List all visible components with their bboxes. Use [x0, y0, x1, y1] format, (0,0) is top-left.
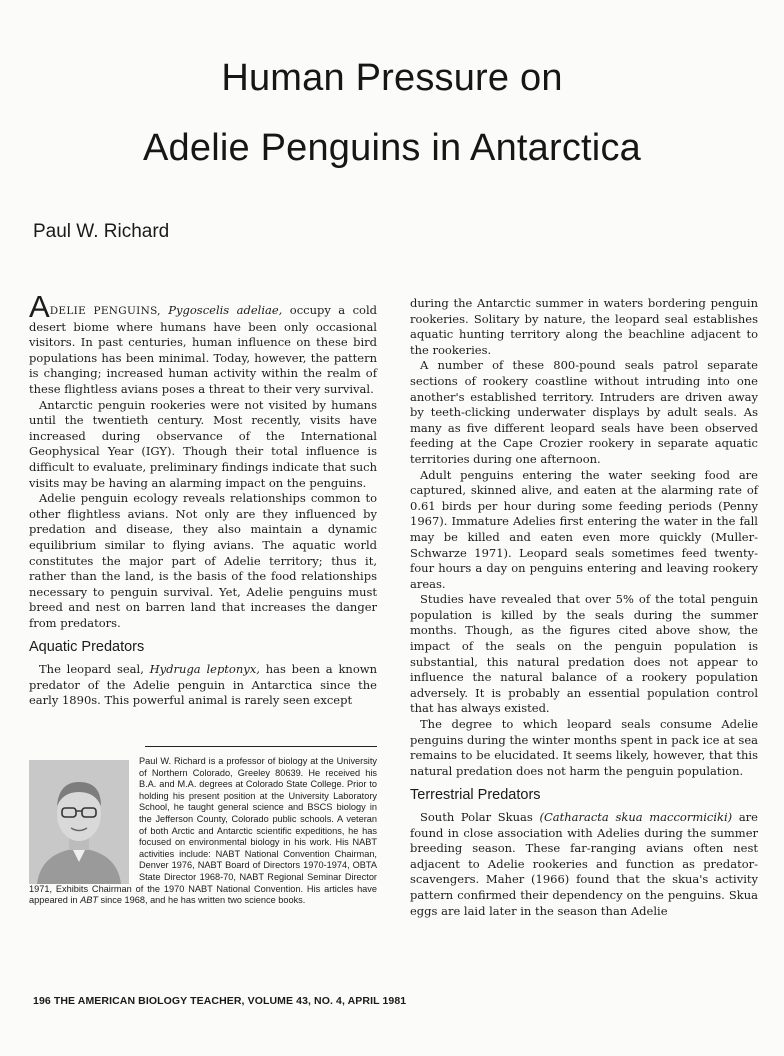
skua-text-b: are found in close association with Adelies during the summer breeding season. These far-ranging avians often nest adjacent to Adelie rookeries and function as predator-scavengers. Maher (1966) found that the skua's activity pattern confirmed their dependency on the penguins. Skua eggs are laid later in the season than Adelie [410, 810, 758, 918]
species-name: (Catharacta skua maccormiciki) [539, 810, 733, 824]
species-name: Hydruga leptonyx, [149, 662, 260, 677]
paragraph-skuas [410, 810, 758, 919]
heading-terrestrial-predators: Terrestrial Predators [410, 787, 541, 804]
page-footer: 196 THE AMERICAN BIOLOGY TEACHER, VOLUME 43, NO. 4, APRIL 1981 [33, 995, 407, 1007]
author-byline: Paul W. Richard [33, 221, 170, 242]
intro-paragraph [29, 289, 378, 398]
intro-smallcaps: DELIE PENGUINS, [49, 305, 161, 317]
bio-text-a: Paul W. Richard is a professor of biology at the University of Northern Colorado, Greeley 80639. He received his B.A. and M.A. degrees at Colorado State College. Prior to holding his present position at the University Laboratory School, he taught general science and BSCS biology in the Jefferson County, Colorado public schools. A veteran of both Arctic and Antarctic scientific expeditions, he has focused on environmental biology in his work. His NABT activities include: NABT National Convention Chairman, Denver 1976, NABT Board of Directors 1970-1974, OBTA State Director 1968-70, NABT Regional Seminar Director 1971, Exhibits Chairman of the 1970 NABT National Convention. His articles have appeared in [29, 756, 377, 906]
paragraph-territory: A number of these 800-pound seals patrol separate sections of rookery coastline without intruding into one another's established territory. Intruders are driven away by teeth-clicking underwater displays by adult seals. As many as five different leopard seals have been observed feeding at the Cape Crozier rookery in separate aquatic territories during one afternoon. [410, 358, 758, 466]
paragraph-ecology: Adelie penguin ecology reveals relationships common to other flightless avians. Not only are they influenced by predation and disease, they also maintain a dynamic equilibrium similar to flying avians. The aquatic world constitutes the major part of Adelie territory; thus it, rather than the land, is the basis of the food relationships necessary to penguin survival. Yet, Adelie penguins must breed and nest on barren land that increases the danger from predators. [29, 491, 377, 630]
skua-text-a: South Polar Skuas [420, 810, 533, 824]
journal-name: ABT [80, 895, 98, 906]
right-column [410, 296, 758, 919]
paragraph-capture-rate: Adult penguins entering the water seeking food are captured, skinned alive, and eaten at the alarming rate of 0.61 birds per hour during some feeding periods (Penny 1967). Immature Adelies first entering the water in the fall may be killed and eaten even more quickly (Muller-Schwarze 1971). Leopard seals sometimes feed twenty-four hours a day on penguins entering and leaving rookery areas. [410, 467, 758, 591]
species-name: Pygoscelis adeliae, [168, 303, 283, 317]
paragraph-visits: Antarctic penguin rookeries were not visited by humans until the twentieth century. Most recently, visits have increased during observance of the International Geophysical Year (IGY). Though their total influence is difficult to evaluate, preliminary findings indicate that such visits may be having an alarming impact on the penguins. [29, 397, 377, 490]
leopard-seal-text-a: The leopard seal, [39, 662, 144, 677]
drop-cap: A [29, 289, 50, 324]
paragraph-summer: during the Antarctic summer in waters bordering penguin rookeries. Solitary by nature, the leopard seal establishes aquatic hunting territory along the beachline adjacent to the rookeries. [410, 296, 758, 357]
article-title-line-1: Human Pressure on [221, 57, 563, 99]
author-bio-text [29, 756, 377, 907]
article-title-line-2: Adelie Penguins in Antarctica [142, 127, 641, 169]
intro-text: occupy a cold desert biome where humans have been only occasional visitors. In past centuries, human influence on these bird populations has been minimal. Today, however, the pattern is changing; increased human activity within the realm of these flightless avians poses a threat to their very survival. [29, 303, 378, 396]
paragraph-studies: Studies have revealed that over 5% of the total penguin population is killed by the seals during the summer months. Though, as the figures cited above show, the impact of the seals on the penguin population is substantial, this natural predation does not appear to influence the natural balance of a rookery population adversely. It is probably an essential population control that has always existed. [410, 592, 758, 716]
bio-text-b: since 1968, and he has written two science books. [100, 895, 306, 906]
bio-divider [145, 746, 377, 747]
left-column [29, 289, 378, 709]
paragraph-leopard-seal [29, 662, 377, 709]
heading-aquatic-predators: Aquatic Predators [29, 639, 145, 656]
leopard-seal-text-b: has been a known predator of the Adelie penguin in Antarctica since the early 1890s. This powerful animal is rarely seen except [29, 662, 378, 708]
paragraph-winter: The degree to which leopard seals consume Adelie penguins during the winter months spent in pack ice at sea remains to be elucidated. It seems likely, however, that this natural predation does not harm the penguin population. [410, 717, 758, 778]
